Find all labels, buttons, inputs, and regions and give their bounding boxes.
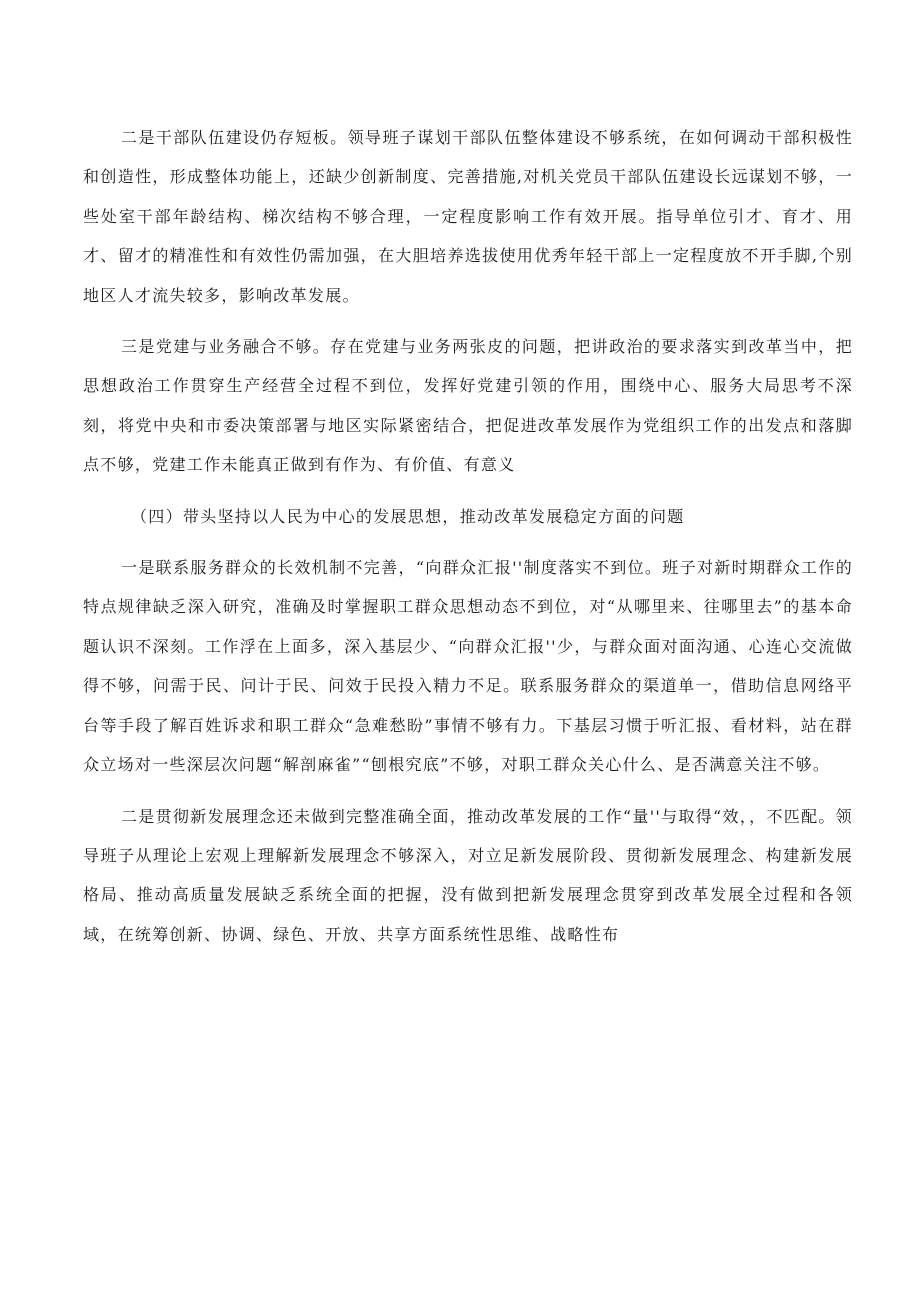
paragraph-cadre-team: 二是干部队伍建设仍存短板。领导班子谋划干部队伍整体建设不够系统，在如何调动干部积极性和创造性，形成整体功能上，还缺少创新制度、完善措施,对机关党员干部队伍建设长远谋划不够，一些处室干部年龄结构、梯次结构不够合理，一定程度影响工作有效开展。指导单位引才、育才、用才、留才的精准性和有效性仍需加强，在大胆培养选拔使用优秀年轻干部上一定程度放不开手脚,个别地区人才流失较多，影响改革发展。	[83, 128, 853, 305]
paragraph-new-development: 二是贯彻新发展理念还未做到完整准确全面，推动改革发展的工作“量''与取得“效，，不匹配。领导班子从理论上宏观上理解新发展理念不够深入，对立足新发展阶段、贯彻新发展理念、构建新发展格局、推动高质量发展缺乏系统全面的把握，没有做到把新发展理念贯穿到改革发展全过程和各领域，在统筹创新、协调、绿色、开放、共享方面系统性思维、战略性布	[83, 806, 853, 944]
section-heading: （四）带头坚持以人民为中心的发展思想，推动改革发展稳定方面的问题	[131, 506, 685, 526]
paragraph-party-building: 三是党建与业务融合不够。存在党建与业务两张皮的问题，把讲政治的要求落实到改革当中，把思想政治工作贯穿生产经营全过程不到位，发挥好党建引领的作用，围绕中心、服务大局思考不深刻，将党中央和市委决策部署与地区实际紧密结合，把促进改革发展作为党组织工作的出发点和落脚点不够，党建工作未能真正做到有作为、有价值、有意义	[83, 337, 853, 475]
document-page	[83, 118, 853, 954]
paragraph-mass-service: 一是联系服务群众的长效机制不完善，“向群众汇报''制度落实不到位。班子对新时期群众工作的特点规律缺乏深入研究，准确及时掌握职工群众思想动态不到位，对“从哪里来、往哪里去”的基本命题认识不深刻。工作浮在上面多，深入基层少、“向群众汇报''少，与群众面对面沟通、心连心交流做得不够，问需于民、问计于民、问效于民投入精力不足。联系服务群众的渠道单一，借助信息网络平台等手段了解百姓诉求和职工群众“急难愁盼”事情不够有力。下基层习惯于听汇报、看材料，站在群众立场对一些深层次问题“解剖麻雀”“刨根究底”不够，对职工群众关心什么、是否满意关注不够。	[83, 558, 853, 775]
